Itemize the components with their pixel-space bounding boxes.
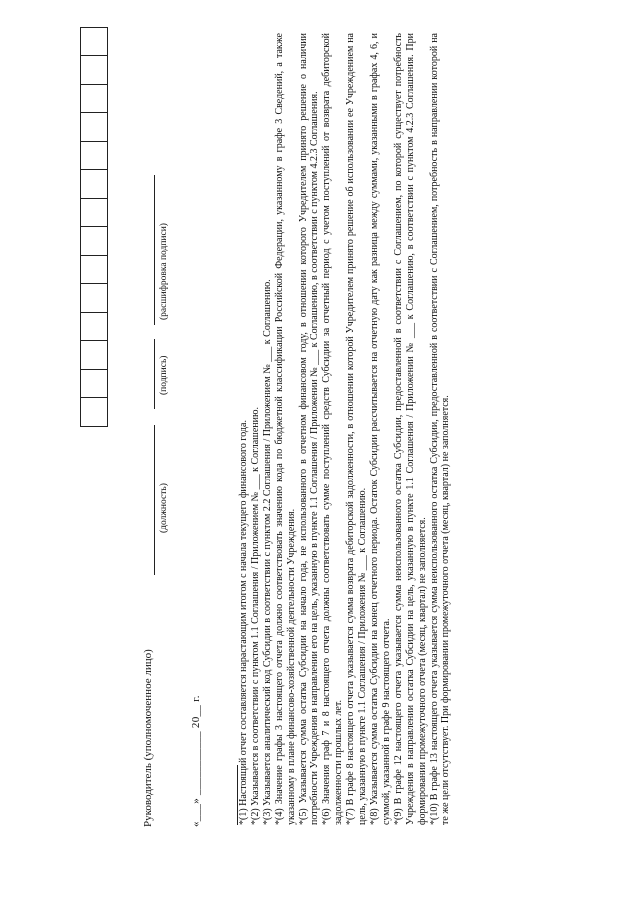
- table-cell: [81, 199, 108, 228]
- footnote: *(8) Указывается сумма остатка Субсидии на конец отчетного периода. Остаток Субсидии рассчитывается на отчетную дату как разница между суммами, указанными в графах 4, 6, и суммой, указанной в графе 9 настоящего отчета.: [368, 33, 392, 825]
- footnote: *(3) Указывается аналитический код Субсидии в соответствии с пунктом 2.2 Соглашения / Приложением № ___ к Соглашению.: [261, 279, 273, 825]
- footnote: *(9) В графе 12 настоящего отчета указывается сумма неиспользованного остатка Субсидии, предоставленной в соответствии с Соглашением, по которой существует потребность Учреждения в направлении остатка Субсидии на цель, указанную в пункте 1.1 Соглашения / Приложении № ___ к Соглашению, в соответствии с пунктом 4.2.3 Соглашения. При формировании промежуточного отчета (месяц, квартал) не заполняется.: [392, 33, 428, 825]
- footnote: *(2) Указывается в соответствии с пунктом 1.1 Соглашения / Приложением № ___ к Соглашению.: [249, 407, 261, 825]
- signature-line: [154, 339, 155, 409]
- table-cell: [81, 284, 108, 313]
- table-cell: [81, 56, 108, 85]
- decoding-line: [154, 175, 155, 325]
- footnote: *(10) В графе 13 настоящего отчета указывается сумма неиспользованного остатка Субсидии, предоставленной в соответствии с Соглашением, потребность в направлении которой на те же цели отсутствует. При формировании промежуточного отчета (месяц, квартал) не заполняется.: [428, 33, 452, 825]
- head-label: Руководитель (уполномоченное лицо): [142, 649, 154, 827]
- table-cell: [81, 85, 108, 114]
- position-line: [154, 425, 155, 575]
- table-cell: [81, 170, 108, 199]
- table-cell: [81, 113, 108, 142]
- report-table-fragment: [80, 27, 108, 427]
- footnotes: [238, 33, 452, 825]
- table-cell: [81, 142, 108, 171]
- table-cell: [81, 341, 108, 370]
- position-caption: (должность): [159, 483, 169, 533]
- table-cell: [81, 28, 108, 57]
- table-cell: [81, 227, 108, 256]
- footnote: *(1) Настоящий отчет составляется нарастающим итогом с начала текущего финансового года.: [238, 420, 249, 825]
- table-cell: [81, 313, 108, 342]
- footnote: *(7) В графе 8 настоящего отчета указывается сумма возврата дебиторской задолженности, в отношении которой Учредителем принято решение об использовании ее Учреждением на цель, указанную в пункте 1.1 Соглашения / Приложения № ___ к Соглашению.: [345, 33, 369, 825]
- footnote: *(6) Значения граф 7 и 8 настоящего отчета должны соответствовать сумме поступлений средств Субсидии за отчетный период с учетом поступлений от возврата дебиторской задолженности прошлых лет.: [321, 33, 345, 825]
- table-cell: [81, 256, 108, 285]
- table-row: [81, 28, 108, 427]
- date-line: «___» ___________ 20__ г.: [190, 695, 202, 827]
- table-cell: [81, 370, 108, 399]
- footnote: *(5) Указывается сумма остатка Субсидии на начало года, не использованного в отчетном финансовом году, в отношении которого Учредителем принято решение о наличии потребности Учреждения в направлении его на цель, указанную в пункте 1.1 Соглашения / Приложении № ___ к Соглашению, в соответствии с пунктом 4.2.3 Соглашения.: [297, 33, 321, 825]
- footnote: *(4) Значение графы 3 настоящего отчета должно соответствовать значению кода по бюджетной классификации Российской Федерации, указанному в графе 3 Сведений, а также указанному в плане финансово-хозяйственной деятельности Учреждения.: [273, 33, 297, 825]
- signature-caption: (подпись): [159, 355, 169, 395]
- decoding-caption: (расшифровка подписи): [159, 223, 169, 320]
- table-cell: [81, 398, 108, 427]
